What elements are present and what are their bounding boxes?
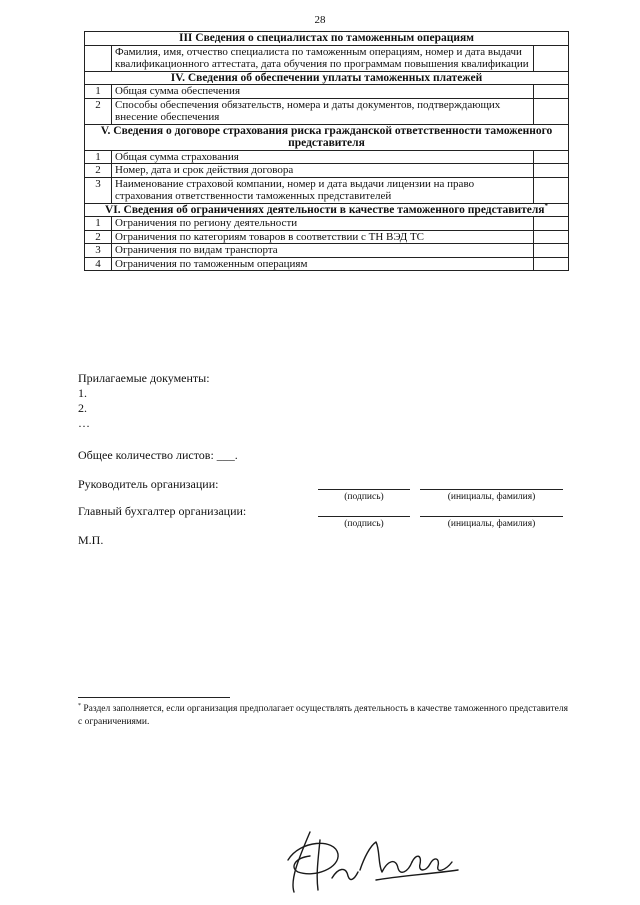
signature-stroke bbox=[360, 842, 412, 872]
row-value-cell bbox=[534, 98, 569, 124]
row-value-cell bbox=[534, 164, 569, 178]
information-table bbox=[84, 31, 569, 271]
row-number: 1 bbox=[85, 85, 112, 99]
row-text: Способы обеспечения обязательств, номера и даты документов, подтверждающих внесение обеспечения bbox=[112, 98, 534, 124]
table-row bbox=[85, 85, 569, 99]
attached-document-item: 2. bbox=[78, 401, 87, 415]
footnote bbox=[78, 703, 573, 729]
section-title: IV. Сведения об обеспечении уплаты таможенных платежей bbox=[85, 71, 569, 85]
row-number: 1 bbox=[85, 217, 112, 231]
row-text: Фамилия, имя, отчество специалиста по таможенным операциям, номер и дата выдачи квалификационного аттестата, дата обучения по программам повышения квалификации bbox=[112, 45, 534, 71]
row-text: Ограничения по региону деятельности bbox=[112, 217, 534, 231]
chief-accountant-label: Главный бухгалтер организации: bbox=[78, 504, 247, 518]
accountant-signature-line bbox=[318, 516, 410, 517]
footnote-divider bbox=[78, 697, 230, 698]
attached-document-item: … bbox=[78, 416, 90, 430]
total-sheets-label: Общее количество листов: ___. bbox=[78, 448, 238, 462]
section-title: VI. Сведения об ограничениях деятельности в качестве таможенного представителя* bbox=[85, 203, 569, 217]
row-value-cell bbox=[534, 257, 569, 271]
table-row bbox=[85, 217, 569, 231]
table-row bbox=[85, 257, 569, 271]
row-number: 3 bbox=[85, 244, 112, 258]
row-value-cell bbox=[534, 217, 569, 231]
table-row bbox=[85, 45, 569, 71]
row-value-cell bbox=[534, 177, 569, 203]
section-title: V. Сведения о договоре страхования риска гражданской ответственности таможенного представителя bbox=[85, 124, 569, 150]
row-text: Общая сумма обеспечения bbox=[112, 85, 534, 99]
row-value-cell bbox=[534, 45, 569, 71]
section-header-row bbox=[85, 32, 569, 46]
table-row bbox=[85, 244, 569, 258]
row-value-cell bbox=[534, 85, 569, 99]
signature-stroke bbox=[317, 840, 320, 890]
attached-documents bbox=[78, 371, 210, 431]
row-value-cell bbox=[534, 230, 569, 244]
row-value-cell bbox=[534, 150, 569, 164]
table-row bbox=[85, 177, 569, 203]
row-number bbox=[85, 45, 112, 71]
row-text: Наименование страховой компании, номер и дата выдачи лицензии на право страхования ответственности таможенных представителей bbox=[112, 177, 534, 203]
accountant-signature-caption: (подпись) bbox=[344, 519, 384, 529]
head-of-organization-label: Руководитель организации: bbox=[78, 477, 219, 491]
section-header-row bbox=[85, 71, 569, 85]
row-text: Номер, дата и срок действия договора bbox=[112, 164, 534, 178]
signature-stroke bbox=[412, 856, 452, 870]
head-signature-caption: (подпись) bbox=[344, 492, 384, 502]
row-number: 2 bbox=[85, 164, 112, 178]
row-number: 2 bbox=[85, 98, 112, 124]
row-value-cell bbox=[534, 244, 569, 258]
attached-documents-label: Прилагаемые документы: bbox=[78, 371, 210, 385]
table-row bbox=[85, 164, 569, 178]
attached-document-item: 1. bbox=[78, 386, 87, 400]
row-number: 1 bbox=[85, 150, 112, 164]
row-text: Ограничения по видам транспорта bbox=[112, 244, 534, 258]
signature-stroke bbox=[288, 843, 338, 873]
section-title: III Сведения о специалистах по таможенным операциям bbox=[85, 32, 569, 46]
accountant-name-caption: (инициалы, фамилия) bbox=[447, 519, 536, 529]
stamp-place-label: М.П. bbox=[78, 533, 104, 547]
row-number: 2 bbox=[85, 230, 112, 244]
page-number: 28 bbox=[314, 14, 326, 26]
head-signature-line bbox=[318, 489, 410, 490]
row-text: Ограничения по таможенным операциям bbox=[112, 257, 534, 271]
table-row bbox=[85, 150, 569, 164]
section-header-row bbox=[85, 203, 569, 217]
handwritten-signature bbox=[280, 820, 470, 900]
section-header-row bbox=[85, 124, 569, 150]
row-number: 4 bbox=[85, 257, 112, 271]
signature-stroke bbox=[376, 870, 458, 880]
table-row bbox=[85, 230, 569, 244]
footnote-text: Раздел заполняется, если организация предполагает осуществлять деятельность в качестве таможенного представителя с ограничениями. bbox=[78, 704, 568, 727]
row-number: 3 bbox=[85, 177, 112, 203]
signature-stroke bbox=[332, 869, 358, 879]
row-text: Ограничения по категориям товаров в соответствии с ТН ВЭД ТС bbox=[112, 230, 534, 244]
head-name-line bbox=[420, 489, 563, 490]
table-row bbox=[85, 98, 569, 124]
head-name-caption: (инициалы, фамилия) bbox=[447, 492, 536, 502]
footnote-marker: * bbox=[544, 201, 548, 210]
footnote-marker: * bbox=[78, 702, 81, 709]
row-text: Общая сумма страхования bbox=[112, 150, 534, 164]
accountant-name-line bbox=[420, 516, 563, 517]
